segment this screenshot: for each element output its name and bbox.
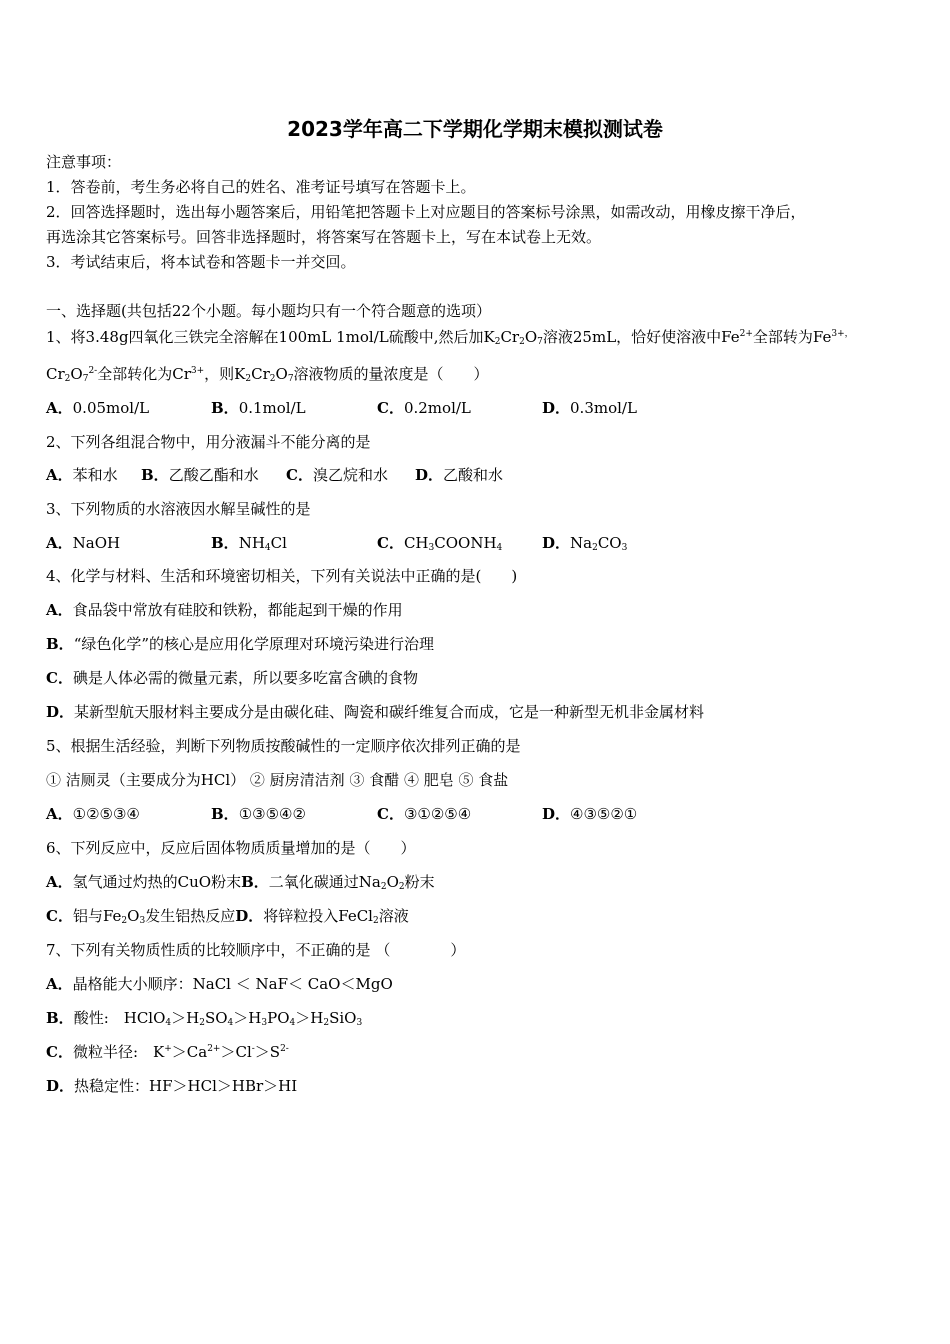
question-6-stem: 6、下列反应中，反应后固体物质质量增加的是（ ）: [46, 839, 416, 857]
notice-item: 2．回答选择题时，选出每小题答案后，用铅笔把答题卡上对应题目的答案标号涂黑，如需改动，用橡皮擦干净后，: [46, 203, 806, 221]
option-b: B．乙酸乙酯和水: [141, 466, 259, 484]
question-7-stem: 7、下列有关物质性质的比较顺序中，不正确的是 （ ）: [46, 941, 466, 959]
page-title: 2023学年高二下学期化学期末模拟测试卷: [287, 117, 663, 141]
option-d: D．某新型航天服材料主要成分是由碳化硅、陶瓷和碳纤维复合而成，它是一种新型无机非金属材料: [46, 703, 705, 721]
question-5-stem: 5、根据生活经验，判断下列物质按酸碱性的一定顺序依次排列正确的是: [46, 737, 521, 755]
option-c: C．微粒半径: $K^+>Ca^{2+}>Cl^->S^{2-}$: [46, 1043, 289, 1061]
option-c: C．③①②⑤④: [377, 805, 472, 823]
option-c: C．0.2mol/L: [377, 399, 471, 417]
option-b: B．“绿色化学”的核心是应用化学原理对环境污染进行治理: [46, 635, 435, 653]
option-a: A．晶格能大小顺序：NaCl ＜ NaF＜ CaO＜MgO: [46, 975, 393, 993]
option-a: A．0.05mol/L: [46, 399, 150, 417]
option-b: B．①③⑤④②: [211, 805, 306, 823]
notice-item: 1．答卷前，考生务必将自己的姓名、准考证号填写在答题卡上。: [46, 178, 476, 196]
question-1-stem-line1: 1、将3.48g四氧化三铁完全溶解在100mL 1mol/L硫酸中,然后加$K_2Cr_2O_7$溶液25mL，恰好使溶液中$Fe^{2+}$全部转为$Fe^{3+,}$: [46, 328, 854, 347]
question-4-stem: 4、化学与材料、生活和环境密切相关，下列有关说法中正确的是( ): [46, 567, 518, 585]
question-6-options-ab: A．氢气通过灼热的CuO粉末B．二氧化碳通过$Na_2O_2$粉末: [46, 873, 435, 892]
option-d: D．④③⑤②①: [542, 805, 638, 823]
option-c: C．$CH_3COONH_4$: [377, 534, 503, 553]
notice-heading: 注意事项：: [46, 153, 122, 171]
option-b: B．0.1mol/L: [211, 399, 306, 417]
option-d: D．$Na_2CO_3$: [542, 534, 628, 553]
question-3-stem: 3、下列物质的水溶液因水解呈碱性的是: [46, 500, 311, 518]
option-b: B．酸性: $HClO_4>H_2SO_4>H_3PO_4>H_2SiO_3$: [46, 1009, 363, 1028]
option-a: A．食品袋中常放有硅胶和铁粉，都能起到干燥的作用: [46, 601, 403, 619]
option-b: B．$NH_4Cl$: [211, 534, 287, 553]
option-a: A．NaOH: [46, 534, 121, 552]
question-6-options-cd: C．铝与$Fe_2O_3$发生铝热反应D．将锌粒投入FeCl$_2$溶液: [46, 907, 409, 926]
option-d: D．热稳定性：HF＞HCl＞HBr＞HI: [46, 1077, 298, 1095]
notice-item: 3．考试结束后，将本试卷和答题卡一并交回。: [46, 253, 356, 271]
question-2-stem: 2、下列各组混合物中，用分液漏斗不能分离的是: [46, 433, 371, 451]
question-5-items: ① 洁厕灵（主要成分为HCl） ② 厨房清洁剂 ③ 食醋 ④ 肥皂 ⑤ 食盐: [46, 771, 509, 789]
option-c: C．碘是人体必需的微量元素，所以要多吃富含碘的食物: [46, 669, 418, 687]
option-a: A．①②⑤③④: [46, 805, 140, 823]
option-d: D．0.3mol/L: [542, 399, 637, 417]
option-c: C．溴乙烷和水: [286, 466, 388, 484]
option-a: A．苯和水: [46, 466, 118, 484]
option-d: D．乙酸和水: [415, 466, 504, 484]
notice-item: 再选涂其它答案标号。回答非选择题时，将答案写在答题卡上，写在本试卷上无效。: [46, 228, 602, 246]
section-heading: 一、选择题(共包括22个小题。每小题均只有一个符合题意的选项）: [46, 302, 491, 320]
question-1-stem-line2: $Cr_2O_7^{2-}$全部转化为$Cr^{3+}$，则$K_2Cr_2O_7$溶液物质的量浓度是（ ）: [46, 365, 489, 384]
